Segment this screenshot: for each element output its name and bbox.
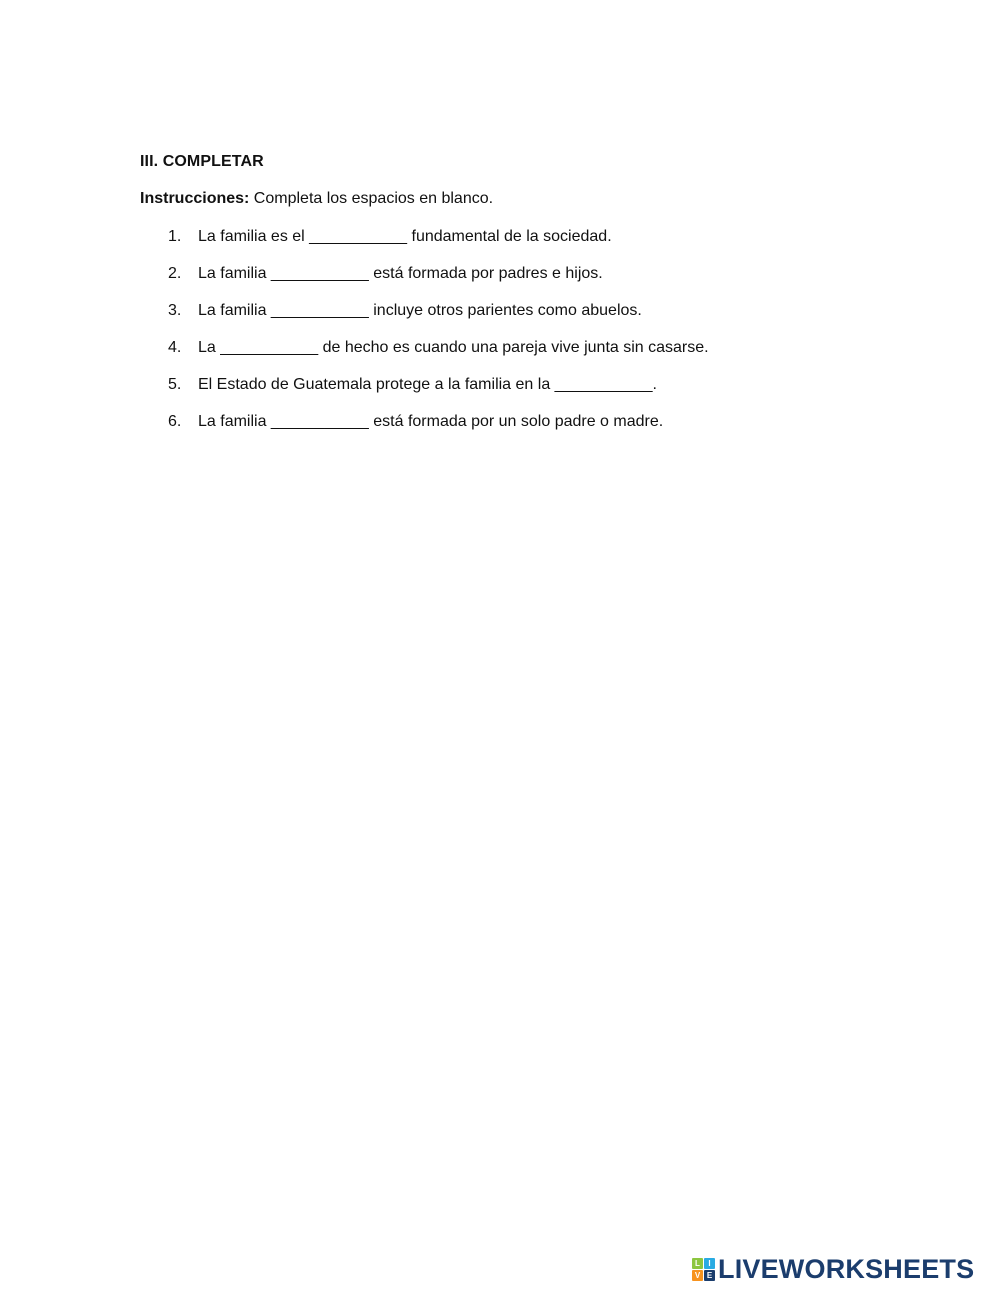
- logo-mark-icon: [692, 1258, 715, 1281]
- item-text: La ___________ de hecho es cuando una pareja vive junta sin casarse.: [198, 339, 709, 356]
- logo-mark-letter: L: [692, 1258, 703, 1269]
- item-number: 2.: [168, 265, 182, 282]
- item-text: La familia es el ___________ fundamental de la sociedad.: [198, 228, 612, 245]
- logo-mark-letter: I: [704, 1258, 715, 1269]
- logo-mark-letter: V: [692, 1270, 703, 1281]
- liveworksheets-logo: [692, 1254, 974, 1284]
- instructions-text: Completa los espacios en blanco.: [249, 190, 494, 207]
- item-number: 5.: [168, 376, 182, 393]
- item-text: El Estado de Guatemala protege a la familia en la ___________.: [198, 376, 657, 393]
- logo-mark-letter: E: [704, 1270, 715, 1281]
- item-number: 4.: [168, 339, 182, 356]
- item-text: La familia ___________ está formada por padres e hijos.: [198, 265, 603, 282]
- logo-text: LIVEWORKSHEETS: [718, 1253, 975, 1284]
- item-number: 1.: [168, 228, 182, 245]
- instructions-label: Instrucciones:: [140, 190, 250, 207]
- item-text: La familia ___________ está formada por un solo padre o madre.: [198, 413, 664, 430]
- item-number: 3.: [168, 302, 182, 319]
- instructions: [140, 190, 493, 208]
- section-title: III. COMPLETAR: [140, 153, 264, 170]
- item-number: 6.: [168, 413, 182, 430]
- item-text: La familia ___________ incluye otros parientes como abuelos.: [198, 302, 642, 319]
